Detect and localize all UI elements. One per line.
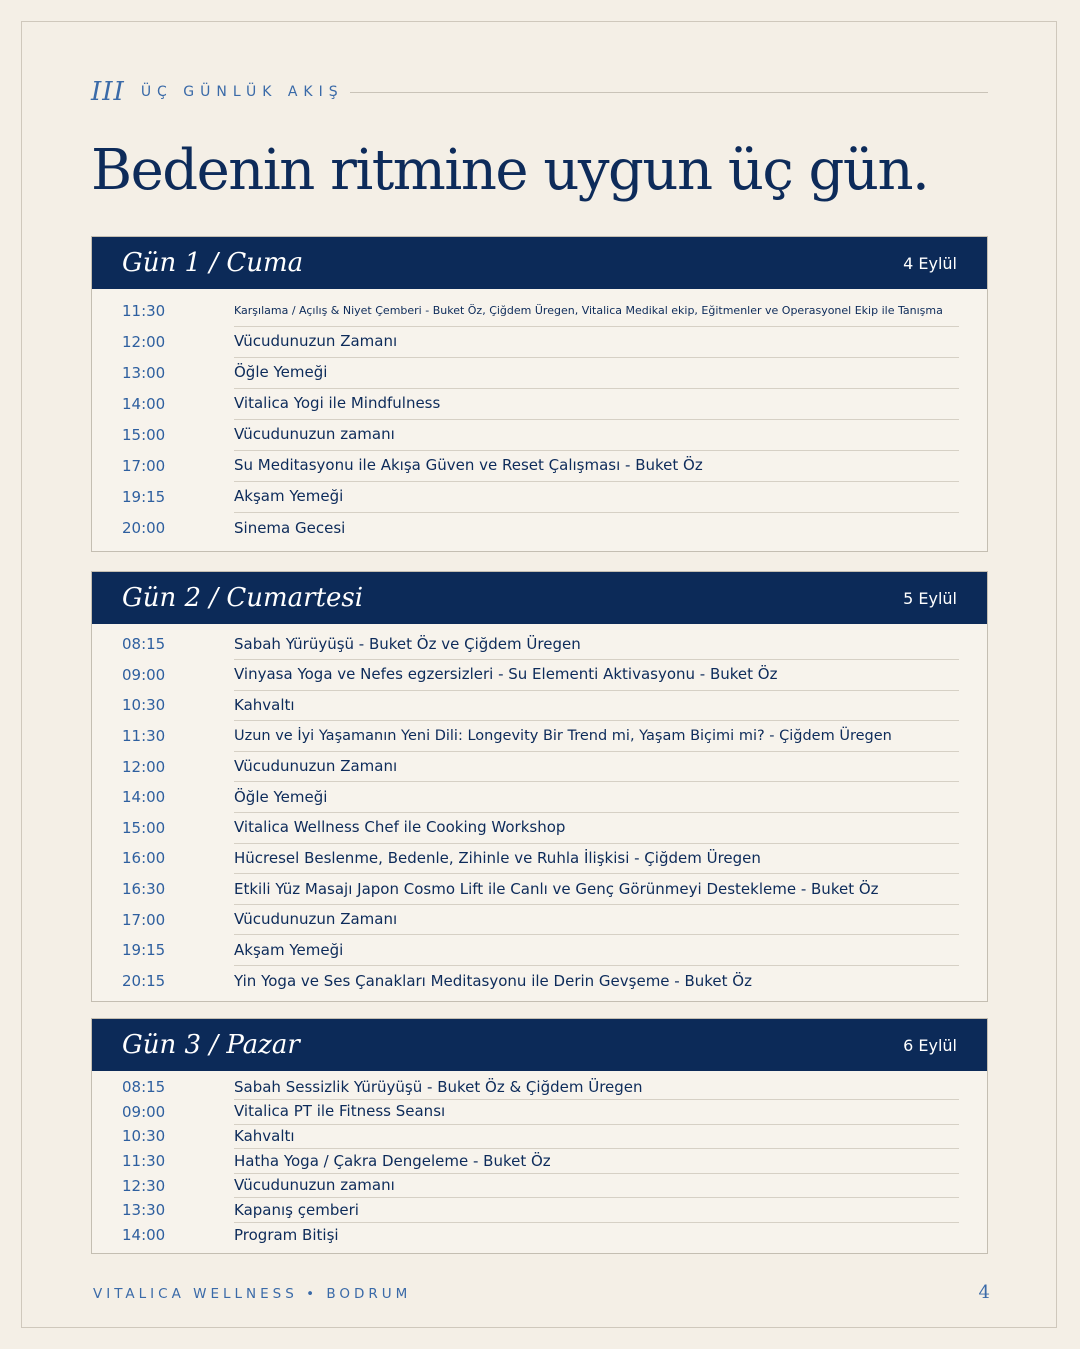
schedule-row [122,966,959,997]
schedule-list [92,624,987,1001]
schedule-row [122,874,959,905]
schedule-event: Vücudunuzun zamanı [234,1173,959,1199]
schedule-row [122,660,959,691]
day-card-3 [91,1018,988,1254]
schedule-event: Vitalica PT ile Fitness Seansı [234,1099,959,1125]
schedule-time: 08:15 [122,1078,166,1097]
schedule-time: 11:30 [122,301,166,320]
day-name: Gün 2 / Cumartesi [122,583,364,613]
day-header [92,572,987,624]
schedule-row [122,751,959,782]
schedule-time: 10:30 [122,696,166,715]
schedule-time: 11:30 [122,727,166,746]
schedule-time: 09:00 [122,665,166,684]
schedule-row [122,295,959,326]
day-card-2 [91,571,988,1002]
schedule-event: Su Meditasyonu ile Akışa Güven ve Reset Çalışması - Buket Öz [234,450,959,482]
day-card-1 [91,236,988,552]
schedule-row [122,450,959,481]
schedule-event: Vücudunuzun Zamanı [234,751,959,783]
schedule-event: Kapanış çemberi [234,1197,959,1223]
schedule-time: 12:00 [122,757,166,776]
schedule-event: Vitalica Wellness Chef ile Cooking Workshop [234,812,959,844]
day-header [92,237,987,289]
schedule-event: Vinyasa Yoga ve Nefes egzersizleri - Su Elementi Aktivasyonu - Buket Öz [234,659,959,691]
schedule-time: 17:00 [122,910,166,929]
schedule-time: 15:00 [122,818,166,837]
schedule-event: Karşılama / Açılış & Niyet Çemberi - Buket Öz, Çiğdem Üregen, Vitalica Medikal ekip, Eğitmenler ve Operasyonel Ekip ile Tanışma [234,295,959,327]
schedule-row [122,419,959,450]
schedule-time: 13:30 [122,1201,166,1220]
schedule-time: 11:30 [122,1152,166,1171]
schedule-row [122,1223,959,1248]
schedule-row [122,1075,959,1100]
schedule-event: Sabah Yürüyüşü - Buket Öz ve Çiğdem Üregen [234,629,959,661]
schedule-row [122,512,959,543]
schedule-event: Vitalica Yogi ile Mindfulness [234,388,959,420]
schedule-event: Vücudunuzun Zamanı [234,904,959,936]
schedule-time: 10:30 [122,1127,166,1146]
schedule-list [92,289,987,551]
schedule-time: 15:00 [122,425,166,444]
schedule-row [122,357,959,388]
schedule-row [122,1198,959,1223]
day-date: 4 Eylül [903,253,957,273]
schedule-row [122,1149,959,1174]
day-name: Gün 3 / Pazar [122,1030,300,1060]
schedule-row [122,721,959,752]
schedule-list [92,1071,987,1253]
day-date: 6 Eylül [903,1035,957,1055]
schedule-row [122,935,959,966]
schedule-event: Öğle Yemeği [234,357,959,389]
schedule-time: 08:15 [122,635,166,654]
schedule-row [122,782,959,813]
page-number: 4 [978,1282,990,1303]
schedule-event: Vücudunuzun Zamanı [234,326,959,358]
schedule-event: Vücudunuzun zamanı [234,419,959,451]
schedule-time: 12:00 [122,332,166,351]
schedule-time: 20:15 [122,971,166,990]
page-title: Bedenin ritmine uygun üç gün. [91,138,929,203]
schedule-time: 12:30 [122,1176,166,1195]
day-date: 5 Eylül [903,588,957,608]
schedule-event: Kahvaltı [234,1124,959,1150]
schedule-time: 14:00 [122,788,166,807]
schedule-time: 19:15 [122,941,166,960]
schedule-time: 14:00 [122,394,166,413]
schedule-time: 20:00 [122,518,166,537]
schedule-row [122,1173,959,1198]
schedule-row [122,813,959,844]
schedule-row [122,388,959,419]
section-label: ÜÇ GÜNLÜK AKIŞ [140,84,344,100]
schedule-time: 13:00 [122,363,166,382]
schedule-time: 16:30 [122,880,166,899]
schedule-row [122,326,959,357]
schedule-time: 16:00 [122,849,166,868]
schedule-time: 17:00 [122,456,166,475]
schedule-event: Uzun ve İyi Yaşamanın Yeni Dili: Longevity Bir Trend mi, Yaşam Biçimi mi? - Çiğdem Üregen [234,720,959,752]
schedule-row [122,629,959,660]
schedule-row [122,1100,959,1125]
schedule-row [122,843,959,874]
schedule-event: Akşam Yemeği [234,934,959,966]
section-kicker [91,72,988,112]
schedule-event: Hatha Yoga / Çakra Dengeleme - Buket Öz [234,1148,959,1174]
section-numeral: III [91,77,125,107]
day-name: Gün 1 / Cuma [122,248,304,278]
schedule-row [122,1124,959,1149]
schedule-row [122,904,959,935]
schedule-event: Sinema Gecesi [234,518,346,537]
schedule-event: Kahvaltı [234,690,959,722]
schedule-event: Etkili Yüz Masajı Japon Cosmo Lift ile Canlı ve Genç Görünmeyi Destekleme - Buket Öz [234,873,959,905]
schedule-event: Sabah Sessizlik Yürüyüşü - Buket Öz & Çiğdem Üregen [234,1075,959,1101]
footer-brand: VITALICA WELLNESS • BODRUM [93,1286,412,1302]
day-header [92,1019,987,1071]
schedule-time: 14:00 [122,1225,166,1244]
schedule-event: Akşam Yemeği [234,481,959,513]
schedule-event: Program Bitişi [234,1225,339,1244]
schedule-time: 09:00 [122,1102,166,1121]
schedule-time: 19:15 [122,487,166,506]
section-divider [350,92,988,93]
schedule-event: Hücresel Beslenme, Bedenle, Zihinle ve Ruhla İlişkisi - Çiğdem Üregen [234,843,959,875]
schedule-event: Yin Yoga ve Ses Çanakları Meditasyonu ile Derin Gevşeme - Buket Öz [234,971,752,990]
schedule-row [122,481,959,512]
schedule-event: Öğle Yemeği [234,781,959,813]
schedule-row [122,690,959,721]
